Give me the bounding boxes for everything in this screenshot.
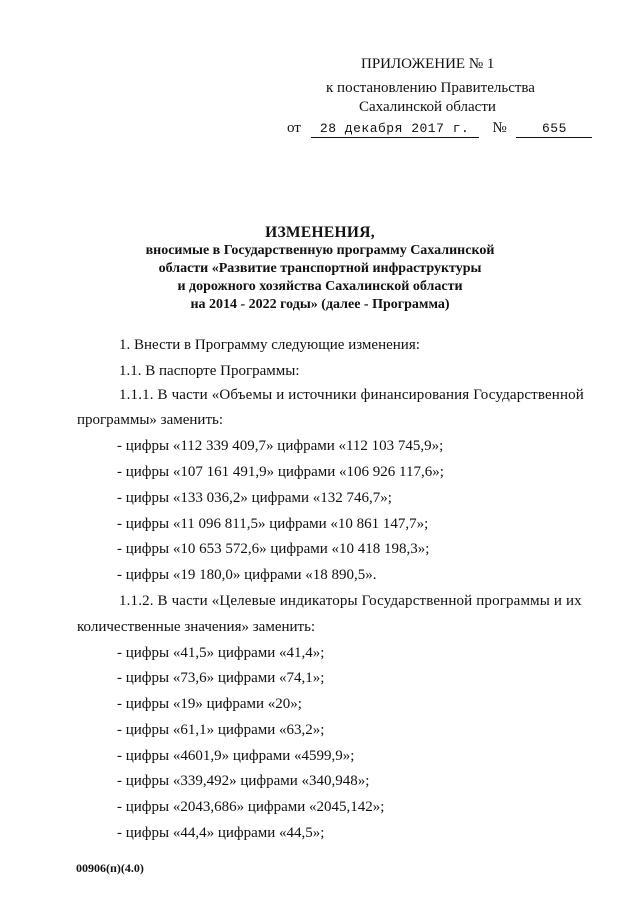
title-line: вносимые в Государственную программу Сахалинской [145,243,495,258]
paragraph-1-1-1-line1: 1.1.1. В части «Объемы и источники финансирования Государственной [119,387,584,403]
date-field: 28 декабря 2017 г. [311,121,479,138]
number-prefix: № [492,120,507,136]
list-item: - цифры «11 096 811,5» цифрами «10 861 147,7»; [117,516,429,532]
date-prefix: от [287,120,301,136]
document-title [0,224,640,314]
list-item: - цифры «2043,686» цифрами «2045,142»; [117,799,385,815]
list-item: - цифры «133 036,2» цифрами «132 746,7»; [117,490,392,506]
list-item: - цифры «112 339 409,7» цифрами «112 103 745,9»; [117,438,444,454]
list-item: - цифры «61,1» цифрами «63,2»; [117,722,325,738]
paragraph-1: 1. Внести в Программу следующие изменения: [119,337,420,353]
paragraph-1-1-2-line2: количественные значения» заменить: [77,619,316,635]
list-item: - цифры «19 180,0» цифрами «18 890,5». [117,567,377,583]
paragraph-1-1-1-line2: программы» заменить: [77,412,224,428]
number-field: 655 [516,121,592,138]
paragraph-1-1: 1.1. В паспорте Программы: [119,363,300,379]
title-line: и дорожного хозяйства Сахалинской области [177,279,463,294]
list-item: - цифры «10 653 572,6» цифрами «10 418 198,3»; [117,541,430,557]
title-line: области «Развитие транспортной инфраструктуры [158,261,482,276]
list-item: - цифры «44,4» цифрами «44,5»; [117,825,325,841]
title-main: ИЗМЕНЕНИЯ, [265,224,375,241]
list-item: - цифры «107 161 491,9» цифрами «106 926 117,6»; [117,464,444,480]
list-item: - цифры «73,6» цифрами «74,1»; [117,670,325,686]
date-number-line [287,120,592,138]
list-item: - цифры «19» цифрами «20»; [117,696,302,712]
list-item: - цифры «339,492» цифрами «340,948»; [117,773,370,789]
appendix-title: ПРИЛОЖЕНИЕ № 1 [361,56,495,72]
title-line: на 2014 - 2022 годы» (далее - Программа) [190,297,450,312]
region-line: Сахалинской области [359,99,496,115]
list-item: - цифры «41,5» цифрами «41,4»; [117,645,325,661]
list-item: - цифры «4601,9» цифрами «4599,9»; [117,748,355,764]
resolution-line: к постановлению Правительства [326,80,535,96]
paragraph-1-1-2-line1: 1.1.2. В части «Целевые индикаторы Государственной программы и их [119,593,582,609]
footer-code: 00906(п)(4.0) [76,861,144,875]
